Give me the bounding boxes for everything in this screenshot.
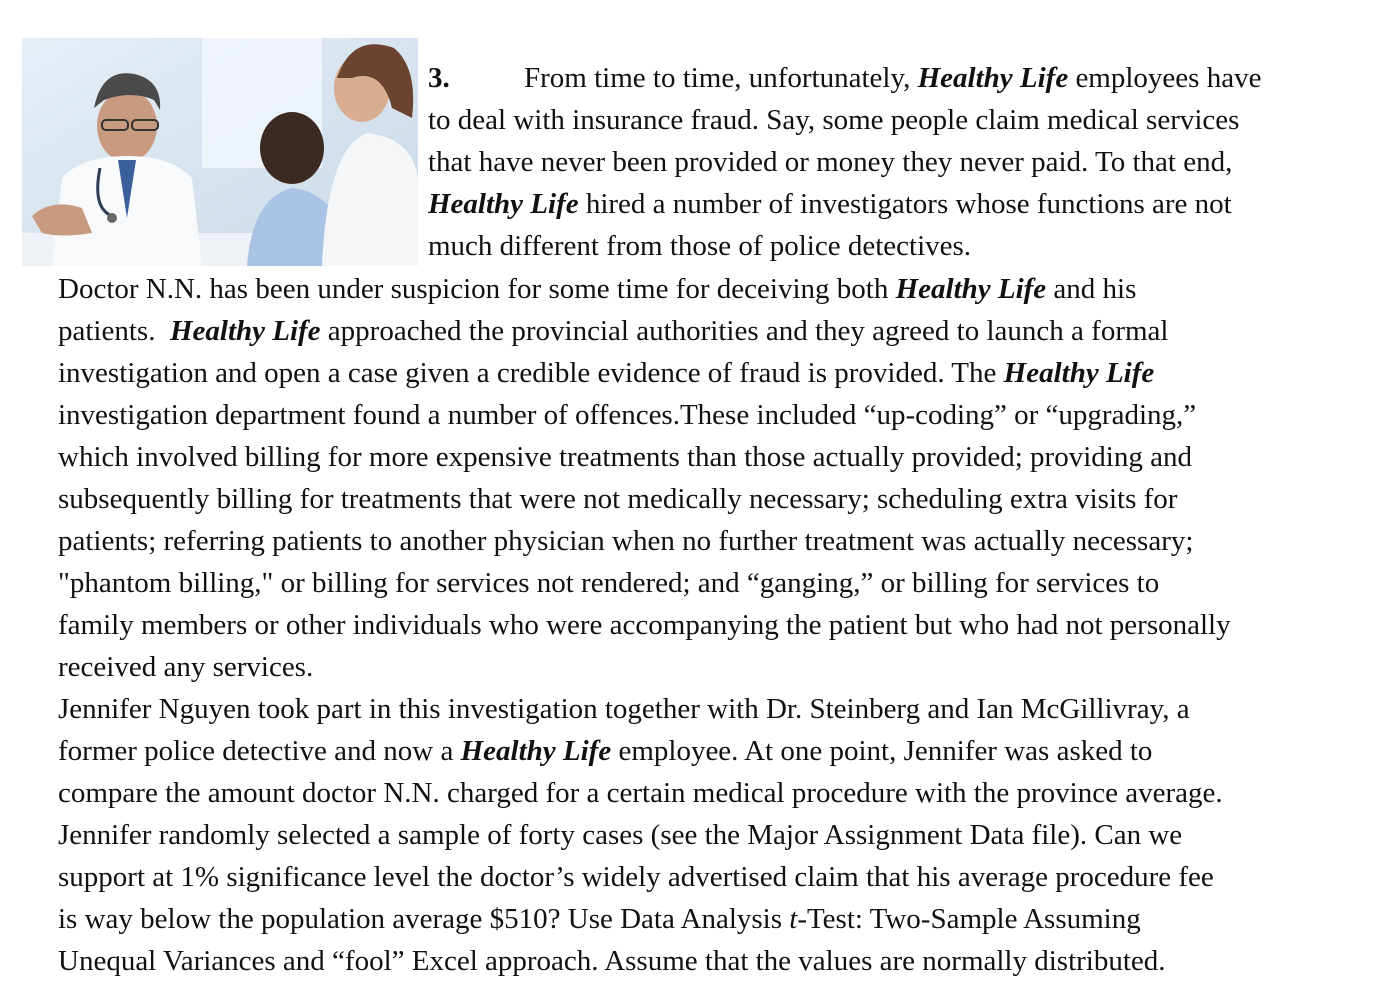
text-run: support at 1% significance level the doctor’s widely advertised claim that his average procedure fee [58,861,1214,893]
intro-line [428,141,1261,183]
body-line [58,814,1231,856]
body-line [58,730,1231,772]
body-line [58,856,1231,898]
body-line [58,604,1231,646]
text-run: much different from those of police detectives. [428,230,972,262]
body-line [58,772,1231,814]
text-run: that have never been provided or money they never paid. To that end, [428,146,1233,178]
text-run: "phantom billing," or billing for services not rendered; and “ganging,” or billing for services to [58,567,1160,599]
text-run: and his [1046,273,1137,305]
problem-intro [428,57,1261,267]
body-line [58,268,1231,310]
doctor-consultation-photo [22,38,418,266]
text-run: approached the provincial authorities and they agreed to launch a formal [320,315,1169,347]
company-name: Healthy Life [1003,357,1155,389]
text-run: employees have [1068,62,1262,94]
italic-t: t [789,903,798,935]
problem-body [58,268,1231,982]
text-run: compare the amount doctor N.N. charged for a certain medical procedure with the province average. [58,777,1223,809]
problem-number: 3. [428,62,450,94]
body-line [58,478,1231,520]
body-line [58,394,1231,436]
intro-line [428,225,1261,267]
text-run: family members or other individuals who were accompanying the patient but who had not personally [58,609,1231,641]
company-name: Healthy Life [895,273,1047,305]
text-run: patients; referring patients to another physician when no further treatment was actually necessary; [58,525,1194,557]
intro-line [428,99,1261,141]
body-line [58,646,1231,688]
company-name: Healthy Life [917,62,1069,94]
body-line [58,310,1231,352]
text-run: investigation department found a number of offences.These included “up-coding” or “upgrading,” [58,399,1197,431]
company-name: Healthy Life [428,188,579,220]
text-run: From time to time, unfortunately, [524,62,918,94]
text-run: Unequal Variances and “fool” Excel approach. Assume that the values are normally distributed. [58,945,1166,977]
body-line [58,436,1231,478]
text-run: subsequently billing for treatments that were not medically necessary; scheduling extra visits for [58,483,1178,515]
company-name: Healthy Life [460,735,612,767]
body-line [58,940,1231,982]
company-name: Healthy Life [169,315,321,347]
body-line [58,562,1231,604]
text-run: former police detective and now a [58,735,461,767]
text-run: Doctor N.N. has been under suspicion for some time for deceiving both [58,273,896,305]
text-run: hired a number of investigators whose functions are not [578,188,1232,220]
text-run: -Test: Two-Sample Assuming [797,903,1141,935]
text-run: Jennifer randomly selected a sample of forty cases (see the Major Assignment Data file). Can we [58,819,1183,851]
text-run: investigation and open a case given a credible evidence of fraud is provided. The [58,357,1004,389]
text-run: Jennifer Nguyen took part in this investigation together with Dr. Steinberg and Ian McGillivray, a [58,693,1190,725]
text-run: patients. [58,315,170,347]
intro-line [428,57,1261,99]
text-run: which involved billing for more expensive treatments than those actually provided; providing and [58,441,1192,473]
text-run: is way below the population average $510? Use Data Analysis [58,903,790,935]
body-line [58,520,1231,562]
text-run: employee. At one point, Jennifer was asked to [611,735,1153,767]
text-run: received any services. [58,651,314,683]
body-line [58,352,1231,394]
body-line [58,688,1231,730]
intro-line [428,183,1261,225]
body-line [58,898,1231,940]
text-run: to deal with insurance fraud. Say, some people claim medical services [428,104,1240,136]
